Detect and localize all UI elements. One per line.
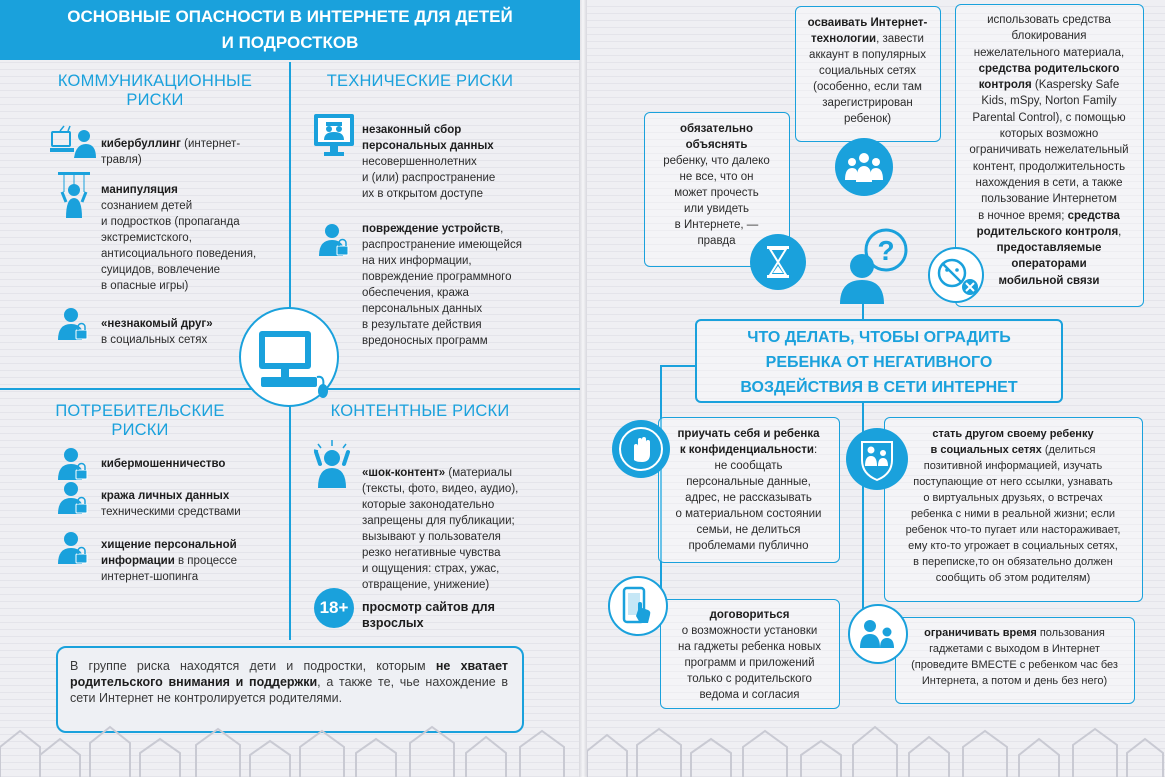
what-to-do-heading: ЧТО ДЕЛАТЬ, ЧТОБЫ ОГРАДИТЬ РЕБЕНКА ОТ НЕГАТИВНОГО ВОЗДЕЙСТВИЯ В СЕТИ ИНТЕРНЕТ: [695, 319, 1063, 403]
privacy-text: приучать себя и ребенка к конфиденциальности: не сообщать персональные данные, адрес, не рассказывать о материальном состоянии семьи, не делиться проблемами публично: [675, 428, 822, 552]
page-fold: [579, 0, 587, 777]
explain-text: обязательно объяснять ребенку, что далеко не все, что он может прочесть или увидеть в Интернете, — правда: [663, 123, 770, 247]
monitor-spy-icon: [312, 112, 356, 160]
limit-box: [895, 617, 1135, 704]
adult-sites-text: просмотр сайтов для взрослых: [362, 600, 495, 630]
friend-text: стать другом своему ребенку в социальных сетях (делиться позитивной информацией, изучать поступающие от него ссылки, узнавать о виртуальных друзьях, о встречах ребенка с ними в реальной жизни; если ребенок что-то пугает или настораживает, ему кто-то угрожает в социальных сетях, в переписке,то он обязательно должен сообщить об этом родителям): [905, 428, 1121, 584]
laptop-bully-icon: [50, 126, 98, 160]
svg-text:?: ?: [877, 235, 895, 266]
user-lock-icon: [58, 480, 88, 514]
blocked-face-icon: [928, 247, 984, 303]
hourglass-icon: [750, 234, 806, 290]
parent-child-icon: [848, 604, 908, 664]
device-damage-text: повреждение устройств, распространение имеющейся на них информации, повреждение программного обеспечения, кража персональных данных в результате действия вредоносных программ: [362, 223, 522, 347]
friend-box: [884, 417, 1143, 602]
puppet-icon: [54, 170, 94, 220]
manipulation-text: манипуляция сознанием детей и подростков (пропаганда экстремистского, антисоциального поведения, суицидов, вовлечение в опасные игры): [101, 184, 257, 292]
cyberbullying-text: кибербуллинг (интернет- травля): [101, 138, 241, 166]
user-lock-icon: [58, 306, 88, 340]
technical-heading: ТЕХНИЧЕСКИЕ РИСКИ: [326, 72, 514, 90]
phone-tap-icon: [608, 576, 668, 636]
communication-heading: КОММУНИКАЦИОННЫЕ РИСКИ: [57, 72, 253, 109]
agree-box: [660, 599, 840, 709]
user-lock-icon: [319, 222, 349, 256]
master-box: [795, 6, 941, 142]
eighteen-plus-icon: 18+: [314, 588, 354, 628]
connector: [660, 365, 696, 367]
agree-text: договориться о возможности установки на гаджеты ребенка новых программ и приложений только с родительского ведома и согласия: [677, 609, 822, 701]
master-text: осваивать Интернет- технологии, завести аккаунт в популярных социальных сетях (особенно, если там зарегистрирован ребенок): [807, 17, 928, 125]
main-title: ОСНОВНЫЕ ОПАСНОСТИ В ИНТЕРНЕТЕ ДЛЯ ДЕТЕЙ И ПОДРОСТКОВ: [0, 0, 580, 60]
group-icon: [835, 138, 893, 196]
user-lock-icon: [58, 530, 88, 564]
blocking-text: использовать средства блокирования нежелательного материала, средства родительского контроля (Kaspersky Safe Kids, mSpy, Norton Family Parental Control), с помощью которых возможно ограничивать нежелательный контент, продолжительность нахождения в сети, а также пользование Интернетом в ночное время; средства родительского контроля, предоставляемые операторами мобильной связи: [969, 14, 1129, 287]
consumer-heading: ПОТРЕБИТЕЛЬСКИЕ РИСКИ: [55, 402, 225, 439]
unknown-friend-text: «незнакомый друг» в социальных сетях: [101, 318, 213, 346]
data-collection-text: незаконный сбор персональных данных несовершеннолетних и (или) распространение их в открытом доступе: [362, 124, 496, 200]
cyberfraud-text: кибермошенничество: [101, 458, 226, 470]
houses-decoration: [587, 717, 1165, 777]
family-shield-icon: [846, 428, 908, 490]
user-lock-icon: [58, 446, 88, 480]
privacy-box: [658, 417, 840, 563]
content-heading: КОНТЕНТНЫЕ РИСКИ: [330, 402, 510, 420]
stop-hand-icon: [612, 420, 670, 478]
question-person-icon: [836, 226, 912, 306]
risk-group-note: В группе риска находятся дети и подростки, которым не хватает родительского внимания и поддержки, а также те, чье нахождение в сети Интернет не контролируется родителями.: [56, 646, 524, 733]
shock-content-text: «шок-контент» (материалы (тексты, фото, видео, аудио), которые законодательно запрещены для публикации; вызывают у пользователя резко негативные чувства и ощущения: страх, ужас, отвращение, унижение): [362, 467, 519, 591]
info-theft-text: хищение персональной информации в процессе интернет-шопинга: [101, 539, 238, 583]
limit-text: ограничивать время пользования гаджетами с выходом в Интернет (проведите ВМЕСТЕ с ребенком час без Интернета, а потом и день без него): [911, 627, 1118, 687]
shock-person-icon: [312, 440, 352, 488]
data-theft-text: кража личных данных техническими средствами: [101, 490, 241, 518]
houses-decoration: [0, 717, 580, 777]
